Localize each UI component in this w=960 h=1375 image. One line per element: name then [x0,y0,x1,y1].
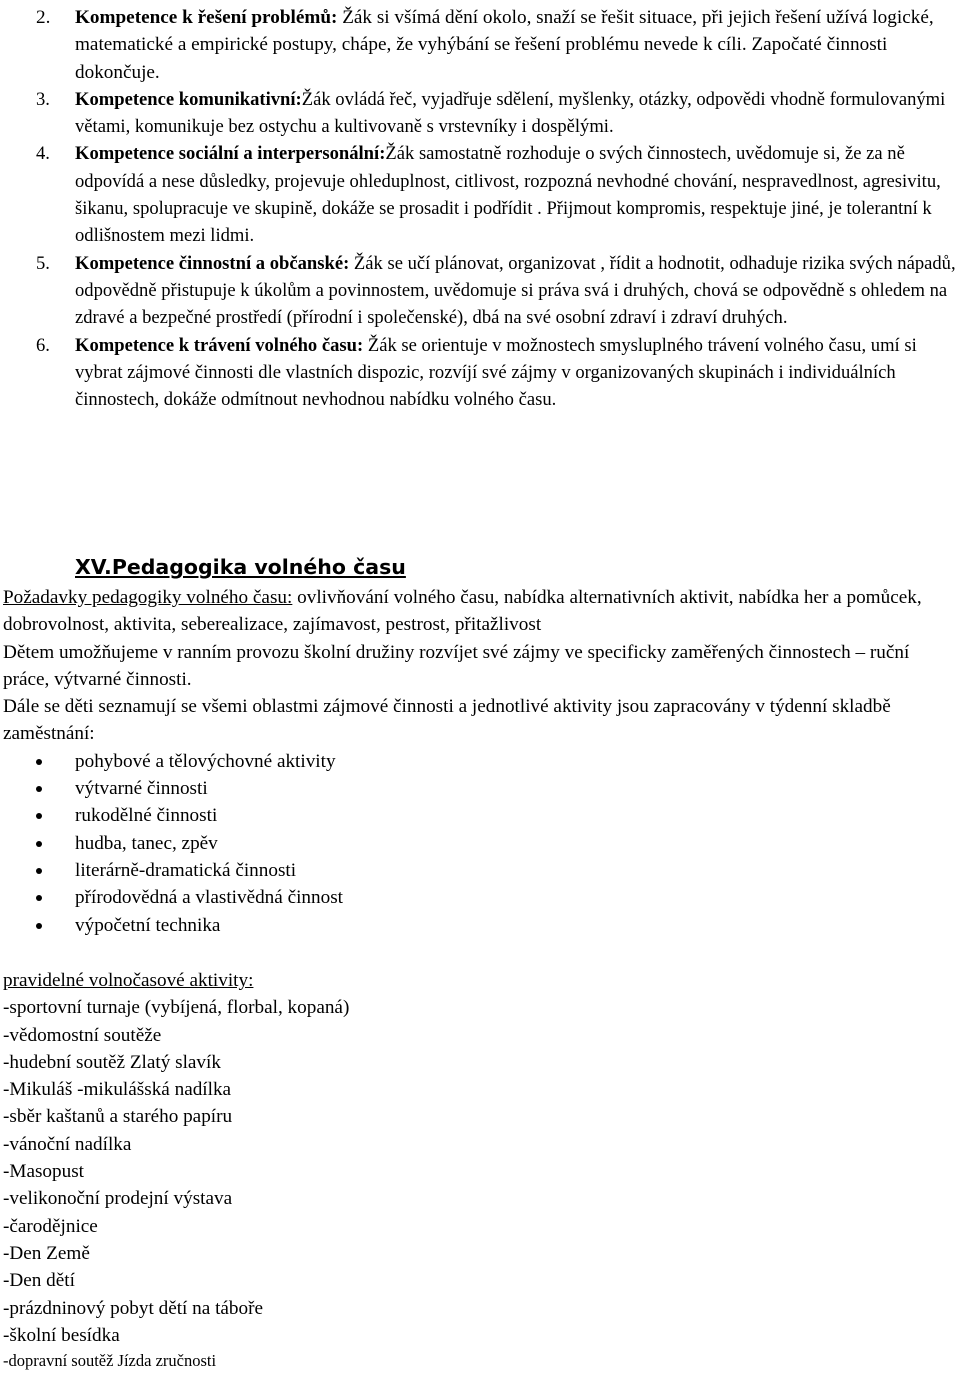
list-item-text: rukodělné činnosti [75,805,218,827]
competence-title: Kompetence činnostní a občanské: [75,252,350,274]
activity-areas-list [3,748,958,939]
bullet-icon [36,786,42,792]
competence-number: 6. [36,334,50,356]
areas-paragraph: Dále se děti seznamují se všemi oblastmi zájmové činnosti a jednotlivé aktivity jsou zapracovány v týdenní skladbě zaměstnání: [3,696,891,745]
activity-item: -Den dětí [3,1270,75,1292]
competence-text: Žák ovládá řeč, vyjadřuje sdělení, myšlenky, otázky, odpovědi vhodně formulovanými větami, komunikuje bez ostychu a kultivovaně s vrstevníky i dospělými. [75,88,946,138]
section-heading: XV.Pedagogika volného času [75,555,406,579]
competence-item [0,4,960,86]
activity-item: -vědomostní soutěže [3,1024,162,1046]
bullet-icon [36,759,42,765]
competence-number: 2. [36,7,51,28]
list-item [3,775,958,802]
bullet-icon [36,813,42,819]
competence-number: 5. [36,252,50,274]
list-item-text: literárně-dramatická činnosti [75,859,297,881]
competence-text: Žák se učí plánovat, organizovat , řídit a hodnotit, odhaduje rizika svých nápadů, odpovědně přistupuje k úkolům a povinnostem, uvědomuje si práva svá i druhých, chová se odpovědně s ohledem na zdravé a bezpečné prostředí (přírodní i společenské), dbá na své osobní zdraví i zdraví druhých. [75,252,956,329]
regular-activities [3,967,958,1373]
list-item [3,912,958,939]
list-item [3,857,958,884]
list-item-text: pohybové a tělovýchovné aktivity [75,750,336,772]
activities-label: pravidelné volnočasové aktivity: [3,970,254,991]
competence-title: Kompetence komunikativní: [75,88,302,110]
list-item-text: přírodovědná a vlastivědná činnost [75,887,344,909]
bullet-icon [36,841,42,847]
competence-text: Žák samostatně rozhoduje o svých činnostech, uvědomuje si, že za ně odpovídá a nese důsledky, projevuje ohleduplnost, citlivost, rozpozná nevhodné chování, nespravedlnost, agresivitu, šikanu, spolupracuje ve skupině, dokáže se prosadit i podřídit . Přijmout kompromis, respektuje jiné, je tolerantní k odlišnostem mezi lidmi. [75,143,941,247]
competence-text: Žák se orientuje v možnostech smysluplného trávení volného času, umí si vybrat zájmové činnosti dle vlastních dispozic, rozvíjí své zájmy v organizovaných skupinách i individuálních činnostech, dokáže odmítnout nevhodnou nabídku volného času. [75,334,917,411]
bullet-icon [36,923,42,929]
competence-list [0,4,960,413]
list-item [3,802,958,829]
activity-item: -školní besídka [3,1324,120,1346]
requirements-label: Požadavky pedagogiky volného času: [3,587,293,608]
competence-title: Kompetence sociální a interpersonální: [75,143,386,165]
competence-item [0,140,960,249]
requirements-paragraph [3,584,958,639]
activity-item: -prázdninový pobyt dětí na táboře [3,1297,264,1319]
activity-item: -dopravní soutěž Jízda zručnosti [3,1351,217,1371]
list-item-text: výpočetní technika [75,914,221,936]
bullet-icon [36,868,42,874]
morning-paragraph: Dětem umožňujeme v ranním provozu školní družiny rozvíjet své zájmy ve specificky zaměřených činnostech – ruční práce, výtvarné činnosti. [3,641,910,690]
activity-item: -Mikuláš -mikulášská nadílka [3,1079,232,1101]
activity-item: -hudební soutěž Zlatý slavík [3,1051,221,1073]
list-item-text: hudba, tanec, zpěv [75,832,218,854]
list-item [3,748,958,775]
competence-number: 3. [36,88,50,110]
list-item [3,830,958,857]
activity-item: -sportovní turnaje (vybíjená, florbal, kopaná) [3,997,350,1019]
activity-item: -vánoční nadílka [3,1133,132,1155]
competence-title: Kompetence k trávení volného času: [75,334,364,356]
activity-item: -velikonoční prodejní výstava [3,1188,233,1210]
competence-text: Žák si všímá dění okolo, snaží se řešit situace, při jejich řešení užívá logické, matematické a empirické postupy, chápe, že vyhýbání se řešení problému nevede k cíli. Započaté činnosti dokončuje. [75,7,934,83]
competence-item [0,332,960,414]
competence-item [0,86,960,141]
activities-list [3,994,958,1373]
section-body [3,584,958,939]
requirements-text: ovlivňování volného času, nabídka alternativních aktivit, nabídka her a pomůcek, dobrovolnost, aktivita, seberealizace, zajímavost, pestrost, přitažlivost [3,587,922,636]
list-item-text: výtvarné činnosti [75,778,208,800]
bullet-icon [36,895,42,901]
activity-item: -Masopust [3,1161,85,1183]
activity-item: -čarodějnice [3,1215,98,1237]
competence-number: 4. [36,143,50,165]
list-item [3,884,958,911]
activity-item: -Den Země [3,1242,90,1264]
activity-item: -sběr kaštanů a starého papíru [3,1106,233,1128]
competence-title: Kompetence k řešení problémů: [75,7,338,28]
competence-item [0,250,960,332]
